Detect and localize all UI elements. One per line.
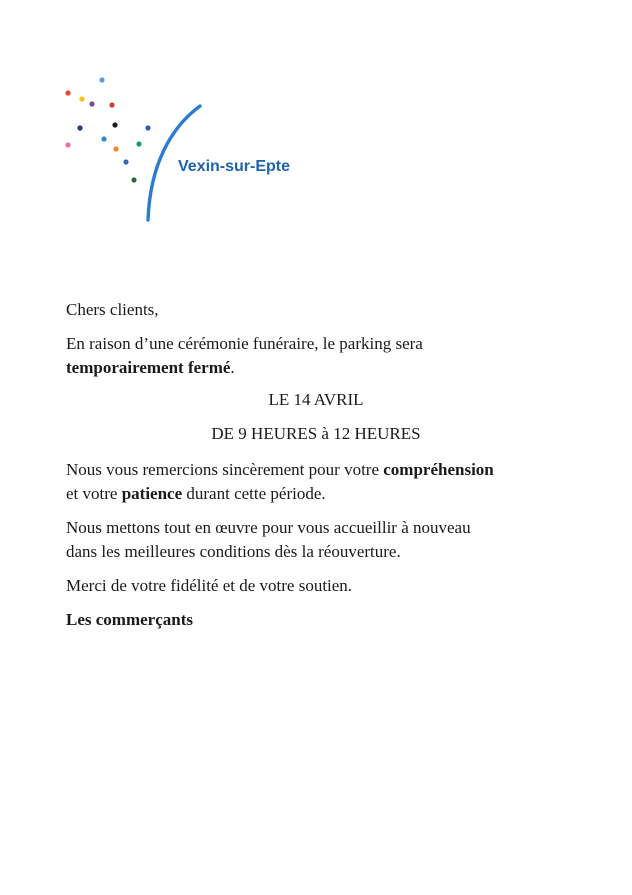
signature: Les commerçants: [66, 610, 193, 629]
effort-line-1: Nous mettons tout en œuvre pour vous accueillir à nouveau: [66, 518, 471, 537]
logo-graphic: [58, 72, 318, 232]
intro-end: .: [230, 358, 235, 377]
logo-dot: [79, 96, 84, 101]
logo-dot: [109, 102, 114, 107]
effort-line-2: dans les meilleures conditions dès la réouverture.: [66, 542, 401, 561]
intro-text: En raison d’une cérémonie funéraire, le parking sera: [66, 334, 423, 353]
thanks-bold-2: patience: [121, 484, 183, 503]
logo-dot: [65, 90, 70, 95]
effort-paragraph: [66, 516, 566, 564]
closure-hours: DE 9 HEURES à 12 HEURES: [211, 424, 421, 443]
logo-dot: [123, 159, 128, 164]
greeting: Chers clients,: [66, 300, 159, 319]
intro-bold: temporairement fermé: [66, 358, 231, 377]
logo-dot: [131, 177, 136, 182]
logo-dot: [113, 146, 118, 151]
town-logo: [58, 72, 318, 232]
logo-dot: [112, 122, 117, 127]
logo-dot: [101, 136, 106, 141]
closure-date: LE 14 AVRIL: [268, 390, 364, 409]
thanks-text-1: Nous vous remercions sincèrement pour votre: [66, 460, 379, 479]
thanks-bold-1: compréhension: [383, 460, 494, 479]
logo-dot: [99, 77, 104, 82]
letter-body: [66, 298, 566, 632]
intro-paragraph: [66, 332, 566, 380]
logo-dot: [65, 142, 70, 147]
logo-dot: [136, 141, 141, 146]
merci-line: Merci de votre fidélité et de votre soutien.: [66, 576, 353, 595]
logo-dot: [89, 101, 94, 106]
thanks-text-2: et votre: [66, 484, 118, 503]
logo-dot: [77, 125, 82, 130]
logo-dot: [145, 125, 150, 130]
town-name: Vexin-sur-Epte: [178, 158, 291, 175]
thanks-paragraph: [66, 458, 566, 506]
thanks-text-3: durant cette période.: [186, 484, 326, 503]
